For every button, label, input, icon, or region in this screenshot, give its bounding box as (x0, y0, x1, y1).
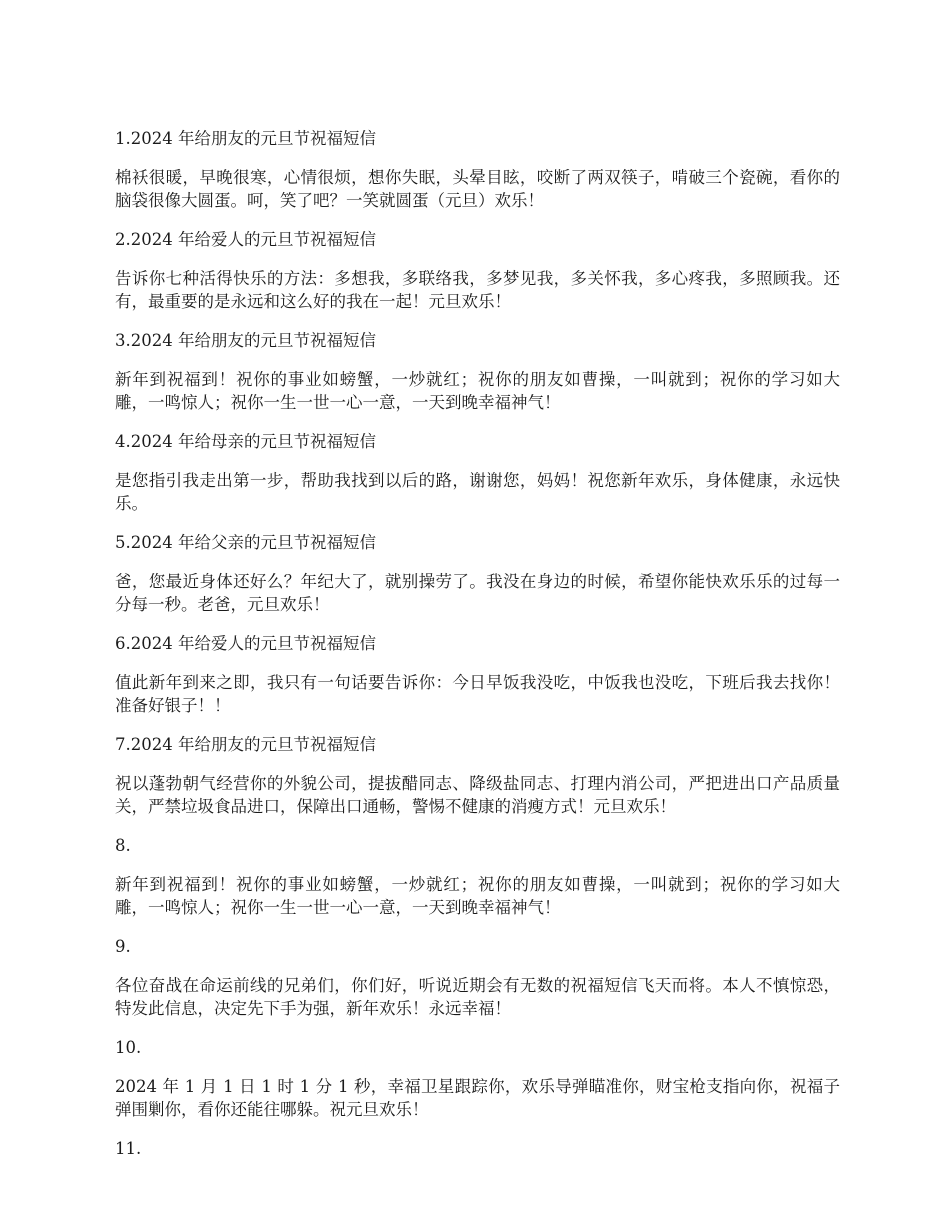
item-heading: 4.2024 年给母亲的元旦节祝福短信 (115, 432, 376, 451)
item-text: 棉袄很暖，早晚很寒，心情很烦，想你失眠，头晕目眩，咬断了两双筷子，啃破三个瓷碗，看你的脑袋很像大圆蛋。呵，笑了吧？一笑就圆蛋（元旦）欢乐！ (115, 168, 840, 210)
item-text: 新年到祝福到！祝你的事业如螃蟹，一炒就红；祝你的朋友如曹操，一叫就到；祝你的学习如大雕，一鸣惊人；祝你一生一世一心一意，一天到晚幸福神气！ (115, 875, 840, 917)
item-heading: 2.2024 年给爱人的元旦节祝福短信 (115, 230, 376, 249)
item-heading: 5.2024 年给父亲的元旦节祝福短信 (115, 533, 376, 552)
item-heading: 9. (115, 937, 131, 956)
item-text: 各位奋战在命运前线的兄弟们，你们好，听说近期会有无数的祝福短信飞天而将。本人不慎惊恐，特发此信息，决定先下手为强，新年欢乐！永远幸福！ (115, 976, 840, 1018)
item-text: 告诉你七种活得快乐的方法：多想我，多联络我，多梦见我，多关怀我，多心疼我，多照顾我。还有，最重要的是永远和这么好的我在一起！元旦欢乐！ (115, 269, 840, 311)
item-heading: 10. (115, 1038, 142, 1057)
item-heading: 1.2024 年给朋友的元旦节祝福短信 (115, 129, 376, 148)
item-text: 新年到祝福到！祝你的事业如螃蟹，一炒就红；祝你的朋友如曹操，一叫就到；祝你的学习如大雕，一鸣惊人；祝你一生一世一心一意，一天到晚幸福神气！ (115, 370, 840, 412)
document-body (115, 124, 840, 1164)
item-text: 爸，您最近身体还好么？年纪大了，就别操劳了。我没在身边的时候，希望你能快欢乐乐的过每一分每一秒。老爸，元旦欢乐！ (115, 572, 840, 614)
item-text: 值此新年到来之即，我只有一句话要告诉你：今日早饭我没吃，中饭我也没吃，下班后我去找你！准备好银子！！ (115, 673, 840, 715)
item-heading: 8. (115, 836, 131, 855)
item-text: 2024 年 1 月 1 日 1 时 1 分 1 秒，幸福卫星跟踪你，欢乐导弹瞄准你，财宝枪支指向你，祝福子弹围剿你，看你还能往哪躲。祝元旦欢乐！ (115, 1077, 840, 1119)
item-text: 祝以蓬勃朝气经营你的外貌公司，提拔醋同志、降级盐同志、打理内消公司，严把进出口产品质量关，严禁垃圾食品进口，保障出口通畅，警惕不健康的消瘦方式！元旦欢乐！ (115, 774, 840, 816)
item-heading: 7.2024 年给朋友的元旦节祝福短信 (115, 735, 376, 754)
item-heading: 11. (115, 1139, 142, 1158)
item-text: 是您指引我走出第一步，帮助我找到以后的路，谢谢您，妈妈！祝您新年欢乐，身体健康，永远快乐。 (115, 471, 840, 513)
item-heading: 3.2024 年给朋友的元旦节祝福短信 (115, 331, 376, 350)
item-heading: 6.2024 年给爱人的元旦节祝福短信 (115, 634, 376, 653)
